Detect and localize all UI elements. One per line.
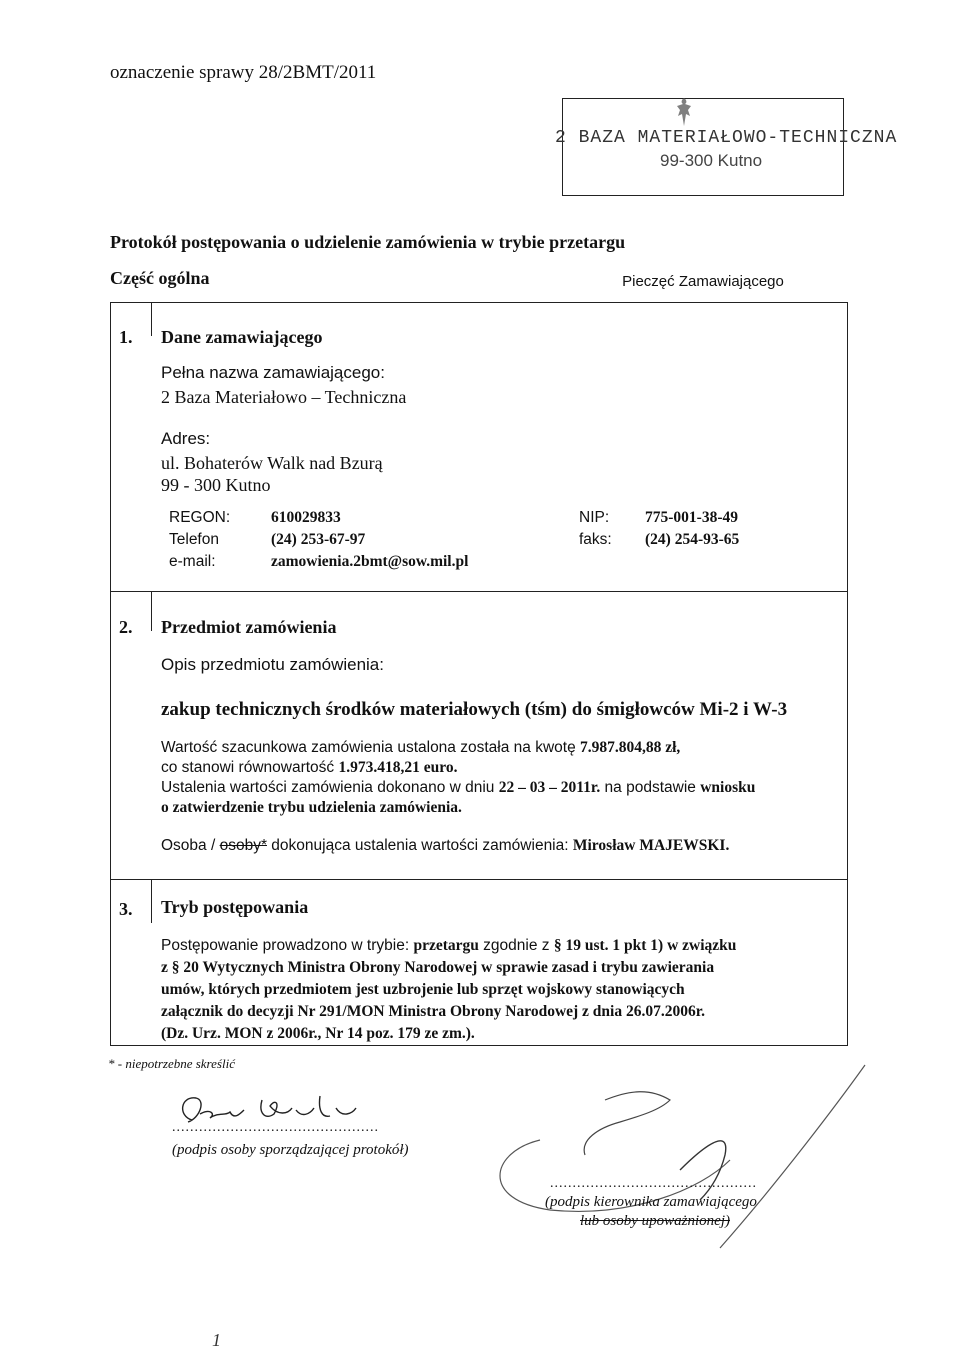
- valuation-text: Ustalenia wartości zamówienia dokonano w dniu: [161, 779, 499, 796]
- procedure-line-4: załącznik do decyzji Nr 291/MON Ministra Obrony Narodowej z dnia 26.07.2006r.: [161, 1003, 706, 1020]
- fax-value: (24) 254-93-65: [645, 531, 740, 548]
- form-table: [110, 302, 848, 1046]
- footnote: * - niepotrzebne skreślić: [108, 1056, 235, 1071]
- column-divider: [151, 303, 152, 336]
- description-label: Opis przedmiotu zamówienia:: [161, 655, 384, 674]
- estimated-value-text: Wartość szacunkowa zamówienia ustalona została na kwotę: [161, 739, 580, 756]
- column-divider: [151, 879, 152, 923]
- fax-label: faks:: [579, 531, 612, 548]
- nip-label: NIP:: [579, 509, 610, 526]
- description-value: zakup technicznych środków materiałowych (tśm) do śmigłowców Mi-2 i W-3: [161, 699, 788, 720]
- right-signature-caption: (podpis kierownika zamawiającego: [545, 1194, 757, 1210]
- procedure-line-1: [161, 937, 736, 955]
- estimated-value-amount: 7.987.804,88 zł,: [580, 739, 681, 756]
- person-struck: osoby*: [219, 837, 267, 854]
- valuation-date: 22 – 03 – 2011r.: [498, 779, 601, 796]
- right-signature-line: ..............................................: [550, 1176, 757, 1191]
- section-3-number: 3.: [119, 899, 133, 919]
- row-divider: [111, 879, 847, 880]
- valuation-basis-line: o zatwierdzenie trybu udzielenia zamówienia.: [161, 799, 462, 816]
- stamp-text-unit: 2 BAZA MATERIAŁOWO-TECHNICZNA: [555, 128, 898, 148]
- email-label: e-mail:: [169, 553, 216, 570]
- section-3-heading: Tryb postępowania: [161, 897, 309, 917]
- phone-value: (24) 253-67-97: [271, 531, 366, 548]
- procedure-legal-basis: § 19 ust. 1 pkt 1) w związku: [553, 937, 737, 954]
- row-divider: [111, 591, 847, 592]
- right-signature-caption-struck: lub osoby upoważnionej): [580, 1213, 730, 1229]
- address-label: Adres:: [161, 429, 211, 448]
- person-text: dokonująca ustalenia wartości zamówienia:: [267, 837, 573, 854]
- equivalent-value-line: [161, 759, 457, 777]
- nip-value: 775-001-38-49: [645, 509, 738, 526]
- document-title: Protokół postępowania o udzielenie zamówienia w trybie przetargu: [110, 232, 626, 252]
- procedure-mode: przetargu: [413, 937, 479, 954]
- section-2-number: 2.: [119, 617, 133, 637]
- left-signature-caption: (podpis osoby sporządzającej protokół): [172, 1142, 409, 1158]
- phone-label: Telefon: [169, 531, 219, 548]
- section-1-number: 1.: [119, 327, 133, 347]
- estimated-value-line: [161, 739, 680, 757]
- eagle-emblem-icon: [672, 96, 696, 130]
- section-2-heading: Przedmiot zamówienia: [161, 617, 337, 637]
- valuation-person-line: [161, 837, 729, 855]
- valuation-rest: na podstawie: [600, 779, 701, 796]
- section-general-heading: Część ogólna: [110, 268, 210, 288]
- case-reference: oznaczenie sprawy 28/2BMT/2011: [110, 62, 377, 83]
- person-name: Mirosław MAJEWSKI.: [572, 837, 730, 854]
- valuation-date-line: [161, 779, 755, 797]
- email-value: zamowienia.2bmt@sow.mil.pl: [271, 553, 469, 570]
- column-divider: [151, 591, 152, 631]
- procedure-line-3: umów, których przedmiotem jest uzbrojenie lub sprzęt wojskowy stanowiących: [161, 981, 685, 998]
- regon-label: REGON:: [169, 509, 231, 526]
- left-signature-line: ..............................................: [172, 1120, 379, 1135]
- procedure-rest: zgodnie z: [478, 937, 554, 954]
- equivalent-text: co stanowi równowartość: [161, 759, 339, 776]
- address-street: ul. Bohaterów Walk nad Bzurą: [161, 453, 383, 473]
- regon-value: 610029833: [271, 509, 341, 526]
- page-number: 1: [212, 1330, 221, 1350]
- procedure-line-5: (Dz. Urz. MON z 2006r., Nr 14 poz. 179 ze zm.).: [161, 1025, 475, 1042]
- person-prefix: Osoba /: [161, 837, 220, 854]
- procedure-line-2: z § 20 Wytycznych Ministra Obrony Narodowej w sprawie zasad i trybu zawierania: [161, 959, 715, 976]
- stamp-text-city: 99-300 Kutno: [660, 151, 763, 170]
- full-name-label: Pełna nazwa zamawiającego:: [161, 363, 385, 382]
- valuation-basis: wniosku: [700, 779, 756, 796]
- procedure-text: Postępowanie prowadzono w trybie:: [161, 937, 414, 954]
- full-name-value: 2 Baza Materiałowo – Techniczna: [161, 387, 407, 407]
- equivalent-amount: 1.973.418,21 euro.: [338, 759, 458, 776]
- stamp-caption: Pieczęć Zamawiającego: [622, 273, 784, 290]
- address-city: 99 - 300 Kutno: [161, 475, 271, 495]
- section-1-heading: Dane zamawiającego: [161, 327, 323, 347]
